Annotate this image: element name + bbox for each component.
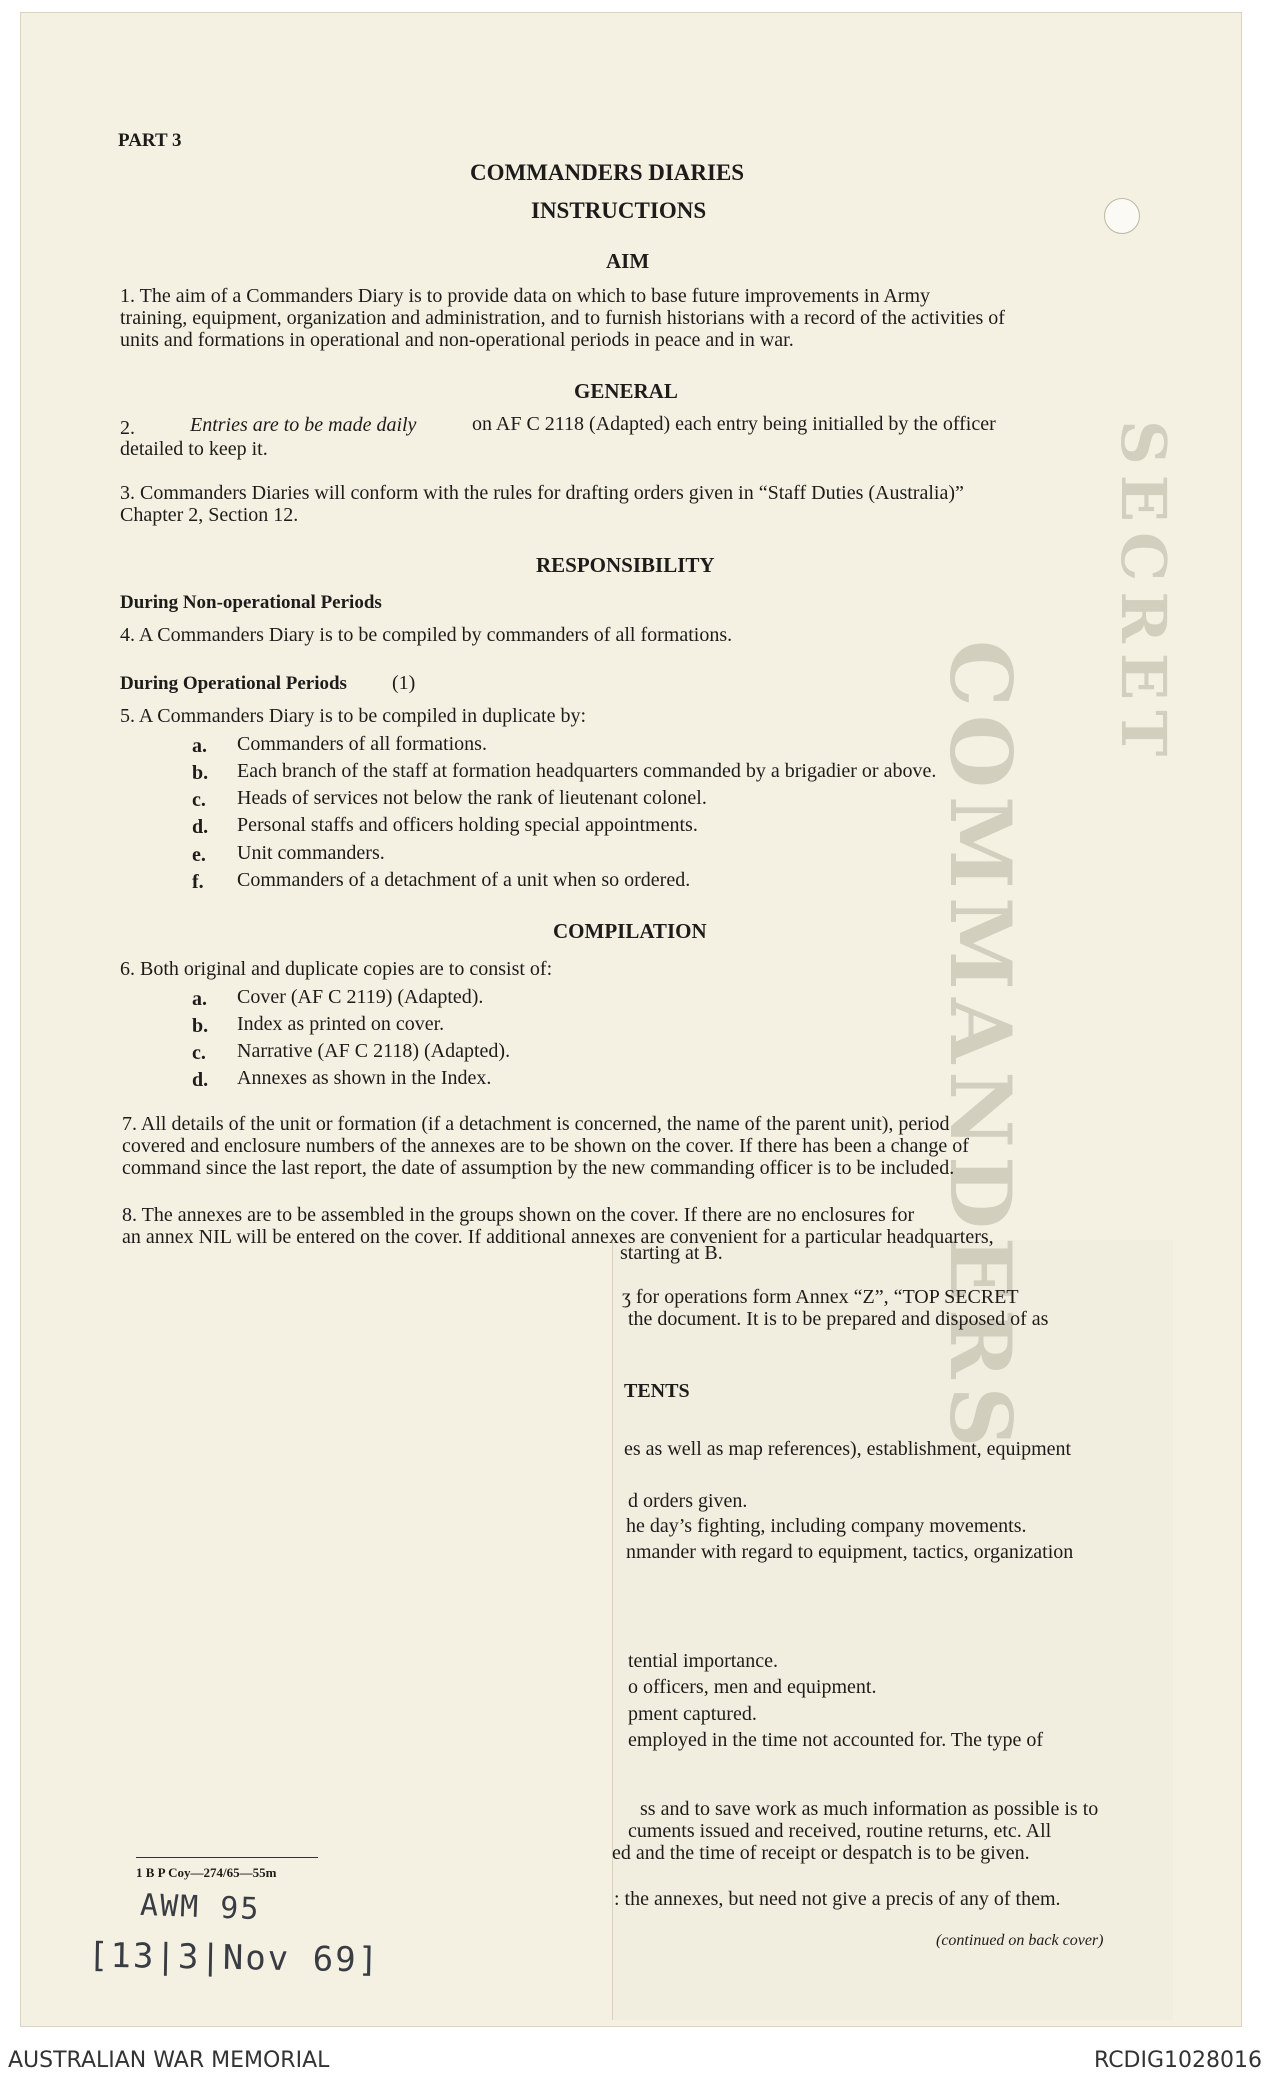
- paragraph-line: Chapter 2, Section 12.: [120, 504, 299, 526]
- part-label: PART 3: [118, 130, 182, 151]
- fragment-line: cuments issued and received, routine returns, etc. All: [628, 1820, 1052, 1842]
- paragraph-number: 2.: [120, 417, 135, 439]
- fragment-line: ed and the time of receipt or despatch is to be given.: [612, 1842, 1030, 1864]
- paragraph-italic: Entries are to be made daily: [190, 414, 417, 436]
- handwritten-annotation: AWM 95: [139, 1887, 261, 1928]
- list-letter: b.: [192, 762, 209, 784]
- bleed-through-text: COMMANDERS: [931, 640, 1030, 1456]
- punch-hole: [1104, 198, 1140, 234]
- list-item: Commanders of a detachment of a unit when so ordered.: [237, 869, 691, 891]
- divider: [136, 1857, 318, 1858]
- list-letter: e.: [192, 844, 206, 866]
- fragment-line: : the annexes, but need not give a precis of any of them.: [614, 1888, 1061, 1910]
- fragment-line: tential importance.: [628, 1650, 778, 1672]
- fragment-line: starting at B.: [620, 1242, 723, 1264]
- page-subtitle: INSTRUCTIONS: [531, 198, 707, 223]
- archive-footer-right: RCDIG1028016: [1094, 2048, 1263, 2073]
- list-item: Each branch of the staff at formation headquarters commanded by a brigadier or above.: [237, 760, 937, 782]
- paragraph-line: units and formations in operational and non-operational periods in peace and in war.: [120, 329, 794, 351]
- section-heading-compilation: COMPILATION: [553, 919, 707, 943]
- fragment-line: o officers, men and equipment.: [628, 1676, 877, 1698]
- list-letter: f.: [192, 871, 204, 893]
- archive-footer-left: AUSTRALIAN WAR MEMORIAL: [8, 2048, 330, 2073]
- list-item: Commanders of all formations.: [237, 733, 487, 755]
- list-item: Narrative (AF C 2118) (Adapted).: [237, 1040, 511, 1062]
- subheading: During Non-operational Periods: [120, 592, 382, 613]
- fragment-line: ss and to save work as much information as possible is to: [640, 1798, 1099, 1820]
- handwritten-annotation: [13|3|Nov 69]: [87, 1935, 381, 1981]
- list-item: Personal staffs and officers holding special appointments.: [237, 814, 698, 836]
- fragment-line: employed in the time not accounted for. The type of: [628, 1729, 1044, 1751]
- fragment-line: the document. It is to be prepared and disposed of as: [628, 1308, 1049, 1330]
- paragraph-line: 1. The aim of a Commanders Diary is to provide data on which to base future improvements in Army: [120, 285, 931, 307]
- paragraph-line: 6. Both original and duplicate copies are to consist of:: [120, 958, 553, 980]
- list-letter: d.: [192, 816, 209, 838]
- fragment-line: he day’s fighting, including company movements.: [626, 1515, 1027, 1537]
- paragraph-line: training, equipment, organization and administration, and to furnish historians with a record of the activities of: [120, 307, 1005, 329]
- fragment-heading: TENTS: [624, 1380, 690, 1402]
- paragraph-line: an annex NIL will be entered on the cover. If additional annexes are convenient for a particular headquarters,: [122, 1226, 994, 1248]
- page-title: COMMANDERS DIARIES: [470, 160, 745, 185]
- list-letter: d.: [192, 1069, 209, 1091]
- list-letter: a.: [192, 988, 207, 1010]
- list-item: Annexes as shown in the Index.: [237, 1067, 492, 1089]
- paragraph-line: 8. The annexes are to be assembled in the groups shown on the cover. If there are no enclosures for: [122, 1204, 915, 1226]
- paragraph-line: 7. All details of the unit or formation (if a detachment is concerned, the name of the parent unit), period: [122, 1113, 950, 1135]
- list-letter: c.: [192, 789, 206, 811]
- paragraph-line: on AF C 2118 (Adapted) each entry being initialled by the officer: [472, 413, 996, 435]
- fragment-line: nmander with regard to equipment, tactics, organization: [626, 1541, 1074, 1563]
- printer-imprint: 1 B P Coy—274/65—55m: [136, 1865, 277, 1880]
- paragraph-line: covered and enclosure numbers of the annexes are to be shown on the cover. If there has been a change of: [122, 1135, 969, 1157]
- list-letter: a.: [192, 735, 207, 757]
- section-heading-responsibility: RESPONSIBILITY: [536, 553, 715, 577]
- list-item: Cover (AF C 2119) (Adapted).: [237, 986, 484, 1008]
- paragraph-line: 5. A Commanders Diary is to be compiled in duplicate by:: [120, 705, 587, 727]
- fragment-line: d orders given.: [628, 1490, 748, 1512]
- list-item: Heads of services not below the rank of lieutenant colonel.: [237, 787, 707, 809]
- paragraph-line: 4. A Commanders Diary is to be compiled by commanders of all formations.: [120, 624, 733, 646]
- paragraph-line: 3. Commanders Diaries will conform with the rules for drafting orders given in “Staff Duties (Australia)”: [120, 482, 964, 504]
- fragment-line: ʒ for operations form Annex “Z”, “TOP SECRET: [622, 1286, 1019, 1308]
- subheading: During Operational Periods: [120, 673, 347, 694]
- section-heading-general: GENERAL: [574, 379, 678, 403]
- subheading-note: (1): [392, 672, 416, 694]
- list-letter: b.: [192, 1015, 209, 1037]
- continued-note: (continued on back cover): [936, 1932, 1104, 1949]
- fragment-line: es as well as map references), establishment, equipment: [624, 1438, 1072, 1460]
- bleed-through-text: SECRET: [1107, 420, 1180, 767]
- list-item: Index as printed on cover.: [237, 1013, 445, 1035]
- paragraph-line: detailed to keep it.: [120, 438, 268, 460]
- list-item: Unit commanders.: [237, 842, 385, 864]
- fragment-line: pment captured.: [628, 1703, 757, 1725]
- paragraph-line: command since the last report, the date of assumption by the new commanding officer is to be included.: [122, 1157, 955, 1179]
- list-letter: c.: [192, 1042, 206, 1064]
- section-heading-aim: AIM: [606, 249, 650, 273]
